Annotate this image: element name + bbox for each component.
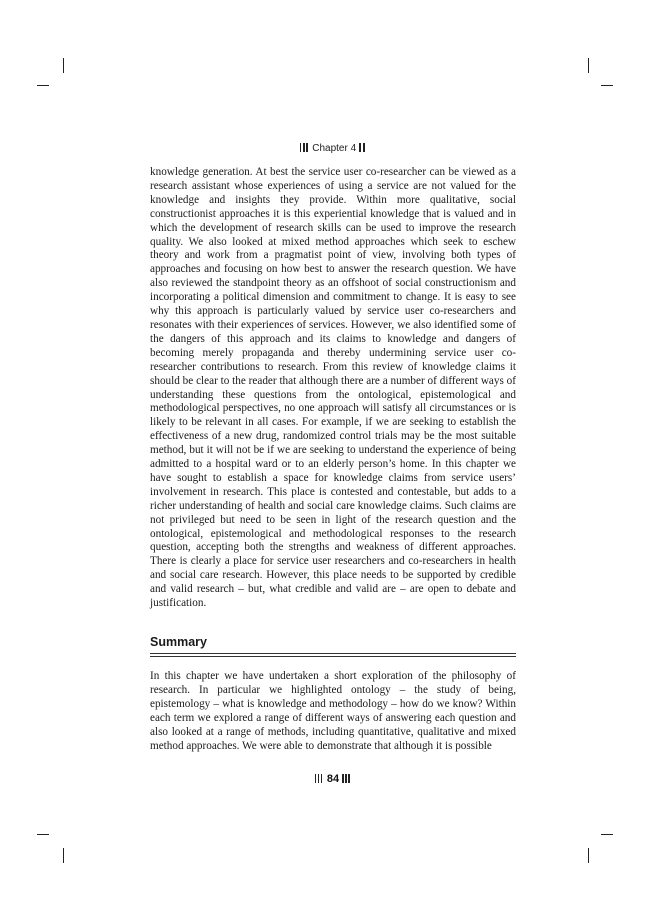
page-number-value: 84 bbox=[326, 773, 340, 785]
ornament-bars-icon bbox=[315, 774, 324, 786]
ornament-bars-icon bbox=[300, 143, 310, 156]
crop-mark bbox=[601, 85, 613, 86]
ornament-bars-icon bbox=[342, 774, 351, 786]
crop-mark bbox=[601, 834, 613, 835]
body-paragraph: In this chapter we have undertaken a short exploration of the philosophy of research. In particular we highlighted ontology – the study of being, epistemology – what is knowledge and methodology – how do we know? Within each term we explored a range of different ways of answering each question and also looked at a range of methods, including quantitative, qualitative and mixed method approaches. We were able to demonstrate that although it is possible bbox=[150, 670, 516, 752]
crop-mark bbox=[37, 85, 49, 86]
heading-rule bbox=[150, 656, 516, 657]
heading-rule bbox=[150, 653, 516, 654]
crop-mark bbox=[588, 848, 589, 863]
chapter-label: Chapter 4 bbox=[312, 143, 357, 154]
section-heading-summary: Summary bbox=[150, 635, 207, 649]
crop-mark bbox=[37, 834, 49, 835]
page-number bbox=[150, 773, 516, 786]
ornament-bars-icon bbox=[359, 143, 366, 156]
body-paragraph: knowledge generation. At best the service user co-researcher can be viewed as a research assistant whose experiences of using a service are not valued for the knowledge and insights they provide. Within more qualitative, social constructionist approaches it is this experiential knowledge that is valued and in which the development of research skills can be used to improve the research quality. We also looked at mixed method approaches which seek to eschew theory and work from a pragmatist point of view, involving both types of approaches and focusing on how best to answer the research question. We have also reviewed the standpoint theory as an offshoot of social constructionism and incorporating a political dimension and commitment to change. It is easy to see why this approach is particularly valued by service user co-researchers and resonates with their experiences of services. However, we also identified some of the dangers of this approach and its claims to knowledge and dangers of becoming merely propaganda and thereby undermining service user co-researcher contributions to research. From this review of knowledge claims it should be clear to the reader that although there are a number of different ways of understanding these questions from the ontological, epistemological and methodological perspectives, no one approach will satisfy all circumstances or is likely to be relevant in all cases. For example, if we are seeking to establish the effectiveness of a new drug, randomized control trials may be the most suitable method, but it will not be if we are seeking to understand the experience of being admitted to a hospital ward or to an elderly person’s home. In this chapter we have sought to establish a space for knowledge claims from service users’ involvement in research. This place is contested and contestable, but adds to a richer understanding of health and social care knowledge claims. Such claims are not privileged but need to be seen in light of the research question and the ontological, epistemological and methodological responses to the research question, accepting both the strengths and weakness of different approaches. There is clearly a place for service user researchers and co-researchers in health and social care research. However, this place needs to be supported by credible and valid research – but, what credible and valid are – are open to debate and justification. bbox=[150, 166, 516, 610]
crop-mark bbox=[63, 848, 64, 863]
running-head bbox=[150, 143, 516, 156]
crop-mark bbox=[588, 58, 589, 73]
crop-mark bbox=[63, 58, 64, 73]
